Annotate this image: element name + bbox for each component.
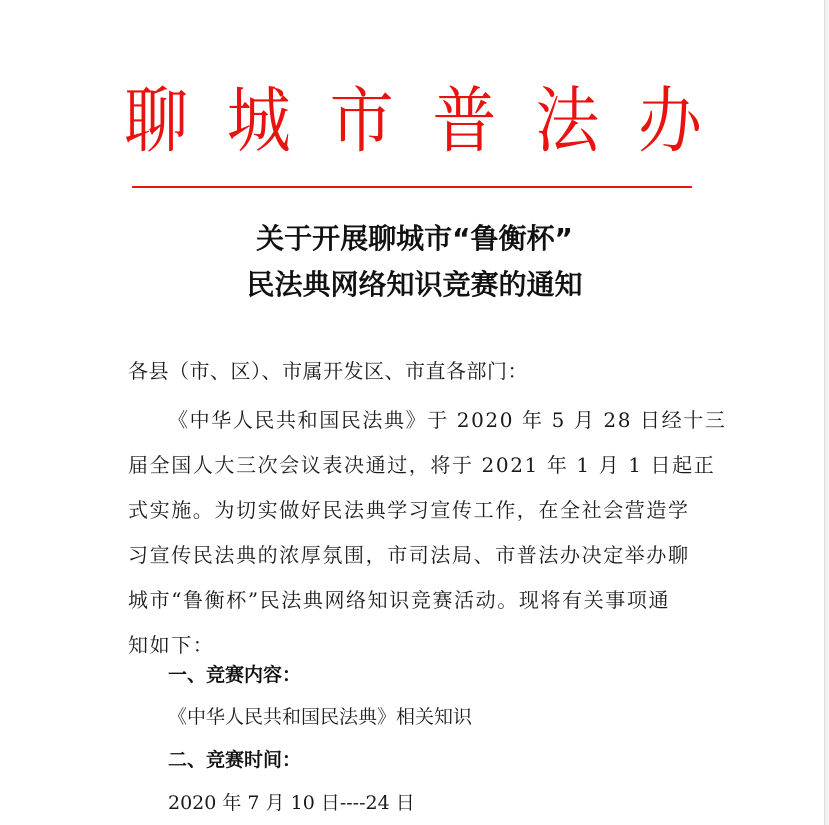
salutation: 各县（市、区）、市属开发区、市直各部门： bbox=[128, 359, 528, 383]
section-time-text: 2020 年 7 月 10 日----24 日 bbox=[168, 792, 415, 814]
paragraph-line: 城市“鲁衡杯”民法典网络知识竞赛活动。现将有关事项通 bbox=[128, 588, 671, 612]
section-heading-time: 二、竞赛时间： bbox=[168, 749, 302, 771]
paragraph-line: 《中华人民共和国民法典》于 2020 年 5 月 28 日经十三 bbox=[168, 408, 727, 432]
masthead-char: 办 bbox=[637, 80, 702, 164]
title-line-2: 民法典网络知识竞赛的通知 bbox=[246, 268, 583, 301]
paragraph-line: 式实施。为切实做好民法典学习宣传工作，在全社会营造学 bbox=[128, 498, 690, 522]
document-title bbox=[0, 216, 829, 308]
intro-paragraph bbox=[128, 398, 727, 668]
paragraph-line: 届全国人大三次会议表决通过，将于 2021 年 1 月 1 日起正 bbox=[128, 453, 716, 477]
masthead-char: 法 bbox=[535, 80, 600, 164]
masthead-char: 城 bbox=[226, 80, 291, 164]
red-divider bbox=[132, 186, 692, 188]
section-heading-content: 一、竞赛内容： bbox=[168, 664, 302, 686]
section-content-text: 《中华人民共和国民法典》相关知识 bbox=[168, 706, 473, 728]
title-line-1: 关于开展聊城市“鲁衡杯” bbox=[256, 222, 573, 255]
paragraph-line: 知如下： bbox=[128, 633, 215, 657]
masthead bbox=[124, 82, 702, 162]
masthead-char: 市 bbox=[329, 80, 394, 164]
paragraph-line: 习宣传民法典的浓厚氛围，市司法局、市普法办决定举办聊 bbox=[128, 543, 690, 567]
page-edge bbox=[824, 0, 829, 825]
masthead-char: 聊 bbox=[124, 80, 188, 164]
masthead-char: 普 bbox=[432, 80, 497, 164]
